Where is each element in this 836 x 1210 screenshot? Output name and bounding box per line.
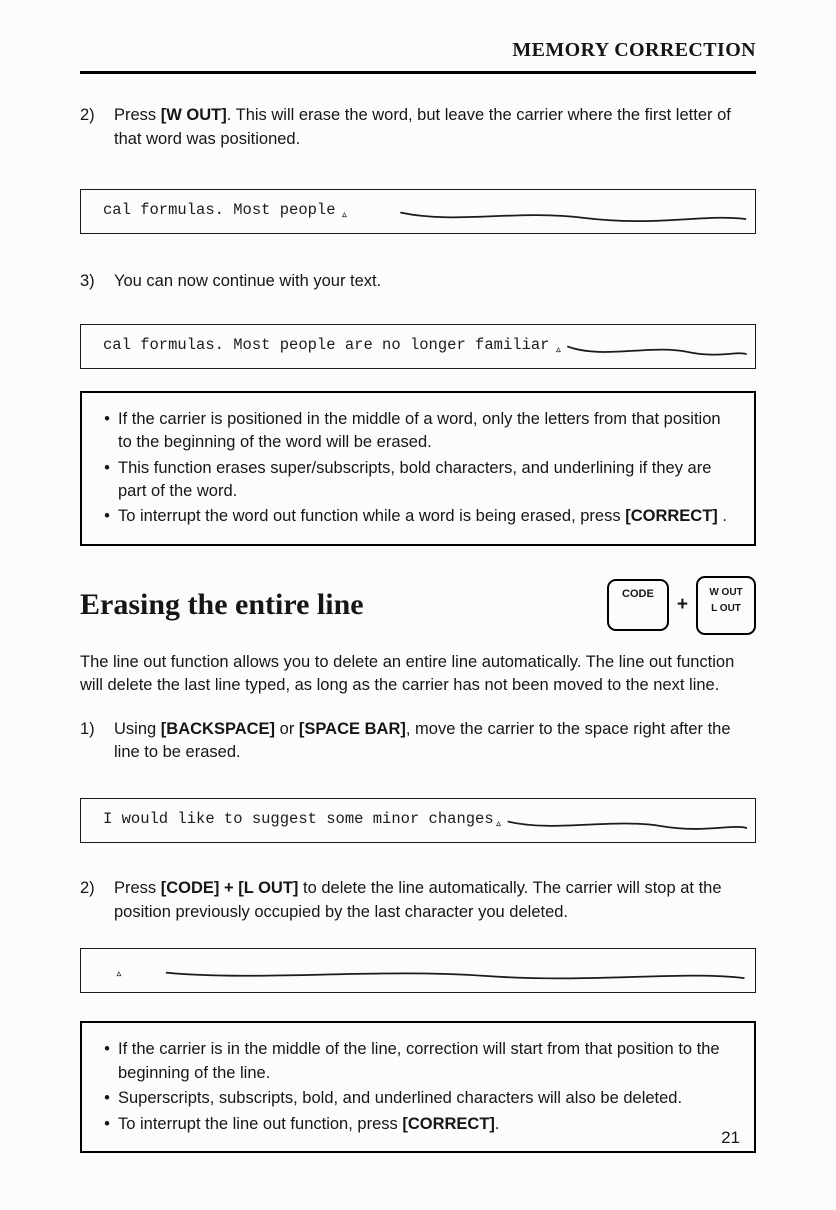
step-number: 1)	[80, 719, 95, 738]
note-item	[96, 1087, 738, 1110]
note-item	[96, 457, 738, 504]
key-label-code-lout: [CODE] + [L OUT]	[160, 879, 299, 898]
typed-text: cal formulas. Most people	[103, 201, 336, 220]
text-segment: To interrupt the word out function while a word is being erased, press	[118, 507, 626, 526]
carrier-cursor-icon: ▵	[340, 207, 349, 223]
note-text: If the carrier is positioned in the middle of a word, only the letters from that position to the beginning of the word will be erased.	[118, 409, 721, 452]
typewriter-display-3	[80, 798, 756, 843]
bullet-icon: •	[104, 1089, 110, 1108]
key-label: L OUT	[711, 602, 741, 614]
note-text	[118, 1113, 738, 1136]
typed-text: I would like to suggest some minor changes	[103, 810, 494, 829]
key-label-correct: [CORRECT]	[402, 1114, 495, 1133]
plus-sign: +	[676, 593, 688, 615]
key-label-wout: [W OUT]	[160, 106, 227, 125]
key-label: CODE	[622, 588, 654, 601]
note-item	[96, 1038, 738, 1085]
step-text	[114, 877, 756, 924]
carrier-cursor-icon: ▵	[554, 341, 563, 357]
carrier-cursor-icon: ▵	[494, 816, 503, 832]
typewriter-display-2	[80, 324, 756, 369]
typewriter-display-1	[80, 189, 756, 234]
text-segment: To interrupt the line out function, press	[118, 1114, 403, 1133]
key-label-backspace: [BACKSPACE]	[160, 719, 276, 738]
note-text: If the carrier is in the middle of the line, correction will start from that position to the beginning of the line.	[118, 1040, 720, 1082]
section-intro: The line out function allows you to delete an entire line automatically. The line out function will delete the last line typed, as long as the carrier has not been moved to the next line.	[80, 652, 735, 695]
page-header	[80, 0, 756, 74]
key-label-correct: [CORRECT]	[625, 507, 718, 526]
display-text	[103, 808, 503, 833]
step-text	[114, 718, 756, 765]
code-key-icon	[607, 579, 669, 631]
section-heading: Erasing the entire line	[80, 587, 364, 621]
text-segment: Press	[114, 879, 161, 898]
text-segment: Using	[114, 719, 161, 738]
page-number: 21	[721, 1128, 740, 1147]
bullet-icon: •	[104, 507, 110, 526]
note-text	[118, 505, 738, 528]
paper-wave-line	[506, 816, 749, 838]
note-item	[96, 408, 738, 455]
display-text	[103, 334, 562, 359]
step-continue-text	[80, 270, 756, 293]
text-segment: .	[494, 1114, 500, 1133]
note-text: Superscripts, subscripts, bold, and underlined characters will also be deleted.	[118, 1089, 683, 1108]
display-text	[103, 199, 348, 224]
bullet-icon: •	[104, 1040, 110, 1059]
text-segment: Press	[114, 106, 161, 125]
note-item	[96, 1113, 738, 1136]
text-segment: . This will erase the word, but leave the carrier where the first letter of that word was positioned.	[114, 106, 731, 148]
bullet-icon: •	[104, 409, 110, 428]
step-number: 2)	[80, 879, 95, 898]
paper-wave-line	[398, 207, 748, 229]
note-text: This function erases super/subscripts, bold characters, and underlining if they are part of the word.	[118, 458, 712, 500]
step-text	[114, 104, 756, 151]
paper-wave-line	[566, 342, 748, 364]
step-press-wout	[80, 104, 756, 151]
note-box-line-out	[80, 1021, 756, 1153]
text-segment: to delete the line automatically. The carrier will stop at the position previously occupied by the last character you deleted.	[114, 879, 722, 921]
key-combo-illustration	[607, 576, 756, 635]
bullet-icon: •	[104, 1114, 110, 1133]
step-number: 2)	[80, 106, 95, 125]
note-box-word-out	[80, 391, 756, 546]
typewriter-display-4	[80, 948, 756, 993]
page-title: MEMORY CORRECTION	[512, 39, 756, 61]
note-item	[96, 505, 738, 528]
step-press-code-lout	[80, 877, 756, 924]
display-text	[103, 958, 123, 983]
paper-wave-line	[162, 966, 748, 988]
text-segment: , move the carrier to the space right after the line to be erased.	[114, 719, 731, 762]
carrier-cursor-icon: ▵	[115, 966, 123, 982]
key-label-spacebar: [SPACE BAR]	[298, 719, 406, 738]
step-text: You can now continue with your text.	[114, 272, 382, 291]
bullet-icon: •	[104, 458, 110, 477]
step-move-carrier	[80, 718, 756, 765]
section-heading-row	[80, 576, 756, 635]
typed-text: cal formulas. Most people are no longer familiar	[103, 335, 550, 354]
text-segment: .	[717, 507, 727, 526]
text-segment: or	[275, 719, 299, 738]
wout-lout-key-icon	[696, 576, 756, 635]
step-number: 3)	[80, 272, 95, 291]
key-label: W OUT	[709, 586, 743, 598]
